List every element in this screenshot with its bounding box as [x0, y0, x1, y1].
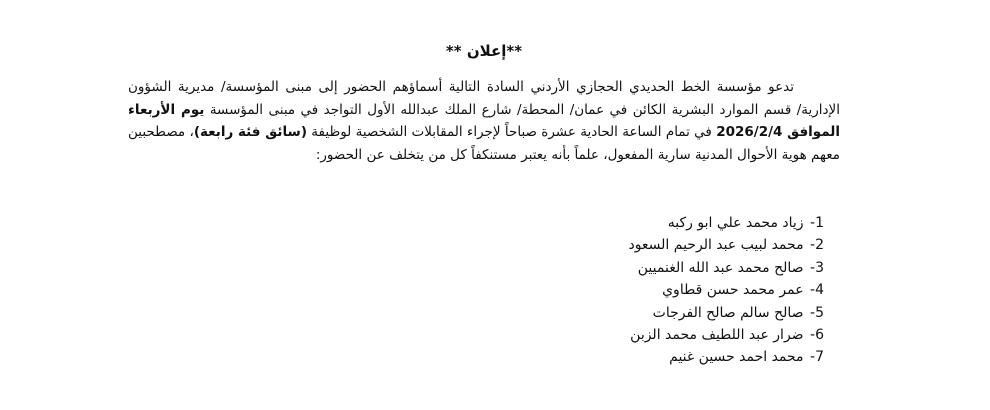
candidate-name: صالح سالم صالح الفرجات [652, 304, 804, 321]
candidate-name: محمد لبيب عبد الرحيم السعود [628, 237, 804, 254]
item-number: 1- [810, 215, 824, 231]
list-item [324, 324, 824, 346]
body-lead-text: تدعو مؤسسة الخط الحديدي الحجازي الأردني السادة التالية أسماؤهم الحضور إلى مبنى المؤسسة/ مديرية الشؤون الإدارية/ قسم الموارد البشرية الكائن في عمان/ المحطة/ شارع الملك عبدالله الأول التواجد في مبنى المؤسسة [128, 79, 840, 118]
list-item [324, 346, 824, 368]
announcement-document [128, 0, 840, 410]
body-tail-text: ، مصطحبين معهم هوية الأحوال المدنية سارية المفعول، علماً بأنه يعتبر مستنكفاً كل من يتخلف عن الحضور: [128, 124, 840, 163]
candidate-name: ضرار عبد اللطيف محمد الزبن [630, 327, 804, 344]
list-item [324, 302, 824, 324]
candidate-list [324, 212, 824, 369]
announcement-title: **إعلان ** [445, 42, 523, 60]
list-item [324, 234, 824, 256]
item-number: 4- [810, 282, 824, 299]
announcement-paragraph [128, 76, 840, 166]
candidate-name: زياد محمد علي ابو ركبه [667, 215, 804, 231]
item-number: 3- [810, 259, 824, 276]
candidate-name: صالح محمد عبد الله الغنميين [637, 259, 804, 276]
item-number: 6- [810, 327, 824, 344]
body-middle-text: في تمام الساعة الحادية عشرة صباحاً لإجراء المقابلات الشخصية لوظيفة [307, 124, 717, 140]
item-number: 7- [810, 349, 824, 366]
item-number: 2- [810, 237, 824, 254]
interview-date: يوم الأربعاء الموافق 2026/2/4 [128, 101, 840, 140]
candidate-name: عمر محمد حسن قطاوي [662, 282, 804, 299]
candidate-name: محمد احمد حسين غنيم [669, 349, 804, 366]
list-item [324, 257, 824, 279]
announcement-body [128, 76, 840, 166]
list-item [324, 212, 824, 234]
item-number: 5- [810, 304, 824, 321]
list-item [324, 279, 824, 301]
job-title: (سائق فئة رابعة) [193, 124, 307, 140]
